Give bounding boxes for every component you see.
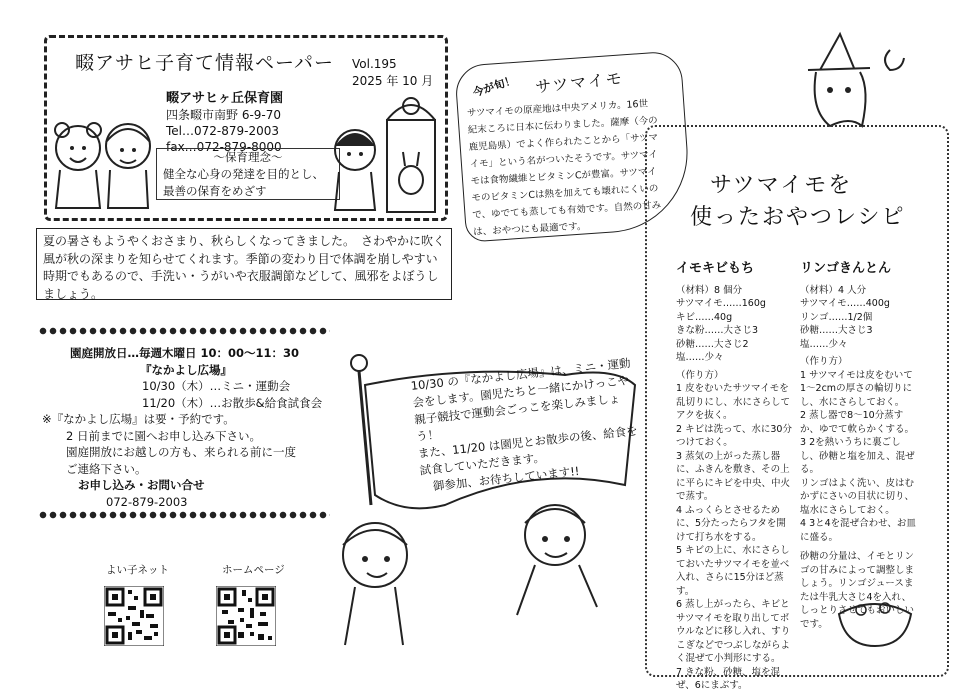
recipe-ringo-kinton-ingredients-head: （材料）4 人分 bbox=[800, 284, 867, 296]
decorative-border-top bbox=[38, 326, 330, 336]
paper-title: 畷アサヒ子育て情報ペーパー bbox=[75, 52, 335, 74]
reservation-note-2: 2 日前までに園へお申し込み下さい。 bbox=[66, 428, 261, 443]
philosophy-text: 健全な心身の発達を目的とし、 最善の保育をめざす bbox=[163, 167, 324, 198]
recipe-imokibi-ingredients-head: （材料）8 個分 bbox=[676, 284, 743, 296]
qr-label-homepage: ホームページ bbox=[222, 564, 285, 576]
nursery-fax: fax…072-879-8000 bbox=[166, 140, 282, 154]
recipe-title-line-2: 使ったおやつレシピ bbox=[690, 205, 906, 230]
nursery-info bbox=[166, 90, 283, 155]
recipe-ringo-kinton-steps: 1 サツマイモは皮をむいて1～2cmの厚さの輪切りにし、水にさらしておく。 2 蒸し器で8～10分蒸すか、ゆでて軟らかくする。 3 2を熱いうちに裏ごしし、砂糖と塩を加え、混ぜる。 リンゴはよく洗い、皮はむかずにさいの目状に切り、塩水にさらしておく。 4 3と4を混ぜ合わせ、お皿に盛る。 bbox=[800, 369, 916, 543]
nursery-address: 四条畷市南野 6-9-70 bbox=[166, 108, 282, 122]
events-section bbox=[42, 345, 323, 510]
plaza-title: 『なかよし広場』 bbox=[140, 362, 232, 377]
recipe-imokibi-ingredients: サツマイモ……160g キビ……40g きな粉……大さじ3 砂糖……大さじ2 塩……少々 bbox=[676, 298, 766, 363]
seasonal-greeting: 夏の暑さもようやくおさまり、秋らしくなってきました。 さわやかに吹く風が秋の深まりを知らせてくれます。季節の変わり目で体調を崩しやすい時期でもあるので、手洗い・うがいや衣服調節などして、風邪をよぼうしましょう。 bbox=[36, 228, 452, 300]
qr-label-yoiko-net: よい子ネット bbox=[106, 564, 169, 576]
sweet-potato-heading: サツマイモ bbox=[534, 68, 625, 97]
recipe-imokibi bbox=[676, 262, 794, 693]
qr-code-homepage[interactable] bbox=[216, 586, 276, 646]
plaza-event-2: 11/20（木）…お散歩&給食試食会 bbox=[142, 395, 323, 410]
ghost-witch-illustration bbox=[790, 30, 920, 130]
recipe-ringo-kinton bbox=[800, 262, 918, 631]
decorative-border-bottom bbox=[38, 510, 330, 520]
nursery-tel: Tel…072-879-2003 bbox=[166, 124, 280, 138]
in-season-badge: 今が旬！ bbox=[471, 73, 518, 100]
sweet-potato-story: サツマイモの原産地は中央アメリカ。16世紀末ころに日本に伝わりました。薩摩（今の鹿児島県）でよく作られたことから「サツマイモ」という名がついたそうです。サツマイモは食物繊維とビタミンCが豊富。サツマイモのビタミンCは熱を加えても壊れにくいので、ゆでても蒸しても有効です。自然の甘みは、おやつにも最適です。 bbox=[466, 98, 662, 238]
recipe-ringo-kinton-steps-head: （作り方） bbox=[800, 356, 848, 367]
children-illustration bbox=[48, 108, 158, 213]
philosophy-box bbox=[156, 148, 340, 200]
reservation-note-4: ご連絡下さい。 bbox=[66, 461, 147, 476]
reservation-note-3: 園庭開放にお越しの方も、来られる前に一度 bbox=[66, 445, 296, 459]
recipe-title-line-1: サツマイモを bbox=[710, 173, 853, 198]
recipe-title bbox=[690, 170, 905, 234]
nursery-name: 畷アサヒヶ丘保育園 bbox=[166, 91, 284, 106]
recipe-ringo-kinton-note: 砂糖の分量は、イモとリンゴの甘みによって調整しましょう。リンゴジュースまたは牛乳大さじ4を入れ、しっとりさせてもおいしいです。 bbox=[800, 551, 915, 630]
plaza-event-1: 10/30（木）…ミニ・運動会 bbox=[142, 379, 291, 393]
child-with-birdcage-illustration bbox=[325, 80, 440, 215]
philosophy-heading: ～保育理念～ bbox=[213, 150, 283, 164]
open-day: 園庭開放日…毎週木曜日 10：00～11：30 bbox=[70, 346, 300, 360]
recipe-imokibi-steps-head: （作り方） bbox=[676, 369, 724, 381]
event-announcement: 10/30 の『なかよし広場』は、ミニ・運動会をします。園児たちと一緒にかけっこや親子競技で運動会ごっこを楽しみましょう！ また、11/20 は園児とお散歩の後、給食を試食していただきます。 御参加、お待ちしています!! bbox=[410, 355, 639, 495]
reservation-note-1: ※『なかよし広場』は要・予約です。 bbox=[42, 412, 235, 426]
contact-label: お申し込み・お問い合せ bbox=[78, 478, 205, 492]
volume-number: Vol.195 bbox=[352, 57, 397, 71]
recipe-imokibi-steps: 1 皮をむいたサツマイモを乱切りにし、水にさらしてアクを抜く。 2 キビは洗って、水に30分つけておく。 3 蒸気の上がった蒸し器に、ふきんを敷き、その上に平らにキビを中央、中火で蒸す。 4 ふっくらとさせるために、5分たったらフタを開けて打ち水をする。 5 キビの上に、水にさらしておいたサツマイモを並べ入れ、さらに15分ほど蒸す。 6 蒸し上がったら、キビとサツマイモを取り出してボウルなどに移し入れ、すりこぎなどでつぶしながらよく混ぜて小判形にする。 7 きな粉、砂糖、塩を混ぜ、6にまぶす。 bbox=[676, 383, 792, 691]
kinton-bowl-illustration bbox=[835, 588, 915, 650]
recipe-imokibi-name: イモキビもち bbox=[676, 261, 755, 276]
recipe-ringo-kinton-name: リンゴきんとん bbox=[800, 261, 892, 276]
contact-tel: 072-879-2003 bbox=[106, 494, 188, 509]
recipe-ringo-kinton-ingredients: サツマイモ……400g リンゴ……1/2個 砂糖……大さじ3 塩……少々 bbox=[800, 298, 890, 350]
qr-code-yoiko-net[interactable] bbox=[104, 586, 164, 646]
issue-date: 2025 年 10 月 bbox=[352, 74, 434, 88]
